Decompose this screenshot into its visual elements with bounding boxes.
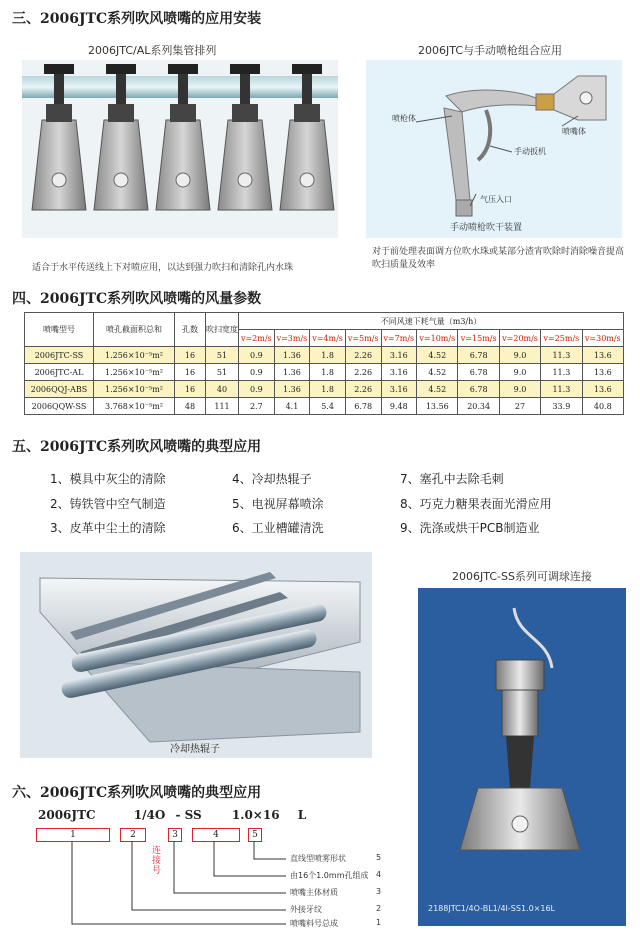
cell-value: 4.1 bbox=[274, 398, 310, 415]
cell-value: 3.16 bbox=[381, 381, 417, 398]
ball-joint-title: 2006JTC-SS系列可调球连接 bbox=[452, 570, 592, 583]
cell-value: 13.6 bbox=[582, 364, 623, 381]
legend-item: 外接牙纹 bbox=[290, 905, 322, 914]
header-group: 不同风速下耗气量（m3/h） bbox=[239, 313, 624, 330]
right-image-caption: 2006JTC与手动喷枪组合应用 bbox=[418, 44, 562, 57]
header-model: 喷嘴型号 bbox=[25, 313, 94, 347]
header-speed: v=2m/s bbox=[239, 330, 275, 347]
header-speed: v=3m/s bbox=[274, 330, 310, 347]
code-box-4: 4 bbox=[192, 828, 240, 842]
cell-holes: 16 bbox=[175, 381, 206, 398]
cell-area: 3.768×10⁻⁵m² bbox=[94, 398, 175, 415]
cell-holes: 16 bbox=[175, 364, 206, 381]
cell-value: 11.3 bbox=[541, 347, 582, 364]
section3-title: 三、2006JTC系列吹风喷嘴的应用安装 bbox=[12, 11, 262, 27]
cell-value: 3.16 bbox=[381, 347, 417, 364]
header-area: 喷孔截面积总和 bbox=[94, 313, 175, 347]
application-item: 4、冷却热辊子 bbox=[232, 472, 312, 486]
cell-value: 9.0 bbox=[499, 347, 540, 364]
cell-value: 1.36 bbox=[274, 381, 310, 398]
cell-value: 1.8 bbox=[310, 364, 346, 381]
header-width: 吹扫宽度 bbox=[206, 313, 239, 347]
code-box-3: 3 bbox=[168, 828, 182, 842]
application-item: 3、皮革中尘土的清除 bbox=[50, 521, 166, 535]
cell-value: 2.7 bbox=[239, 398, 275, 415]
cell-value: 3.16 bbox=[381, 364, 417, 381]
cell-value: 6.78 bbox=[458, 347, 499, 364]
header-speed: v=15m/s bbox=[458, 330, 499, 347]
trigger-label: 手动扳机 bbox=[514, 147, 546, 156]
legend-item: 直线型喷雾形状 bbox=[290, 854, 346, 863]
right-image-description: 对于前处理表面调方位吹水珠或某部分渣宵吹除时消除噪音提高吹扫质量及效率 bbox=[372, 247, 625, 270]
cell-value: 4.52 bbox=[417, 381, 458, 398]
left-image-caption: 2006JTC/AL系列集管排列 bbox=[88, 44, 217, 57]
cell-value: 5.4 bbox=[310, 398, 346, 415]
legend-number: 2 bbox=[376, 904, 382, 913]
legend-item: 喷嘴料号总成 bbox=[290, 919, 338, 928]
legend-number: 4 bbox=[376, 870, 382, 879]
cell-area: 1.256×10⁻⁵m² bbox=[94, 347, 175, 364]
cell-value: 9.0 bbox=[499, 381, 540, 398]
cell-value: 11.3 bbox=[541, 364, 582, 381]
cell-model: 2006QQW-SS bbox=[25, 398, 94, 415]
legend-item: 由16个1.0mm孔组成 bbox=[290, 871, 369, 880]
cell-value: 13.56 bbox=[417, 398, 458, 415]
code-dash: - bbox=[175, 808, 181, 822]
cell-model: 2006JTC-AL bbox=[25, 364, 94, 381]
cell-value: 1.8 bbox=[310, 347, 346, 364]
application-item: 7、塞孔中去除毛刺 bbox=[400, 472, 504, 486]
cell-value: 13.6 bbox=[582, 381, 623, 398]
cell-value: 0.9 bbox=[239, 381, 275, 398]
application-item: 9、洗涤或烘干PCB制造业 bbox=[400, 521, 540, 535]
cell-value: 9.48 bbox=[381, 398, 417, 415]
cell-value: 4.52 bbox=[417, 347, 458, 364]
cell-value: 13.6 bbox=[582, 347, 623, 364]
cell-value: 27 bbox=[499, 398, 540, 415]
air-inlet-label: 气压入口 bbox=[480, 195, 512, 204]
header-speed: v=4m/s bbox=[310, 330, 346, 347]
application-item: 6、工业槽罐清洗 bbox=[232, 521, 324, 535]
code-box-2: 2 bbox=[120, 828, 146, 842]
header-holes: 孔数 bbox=[175, 313, 206, 347]
cell-value: 2.26 bbox=[345, 347, 381, 364]
cell-value: 1.8 bbox=[310, 381, 346, 398]
cell-value: 33.9 bbox=[541, 398, 582, 415]
header-speed: v=25m/s bbox=[541, 330, 582, 347]
cell-value: 1.36 bbox=[274, 347, 310, 364]
application-item: 2、铸铁管中空气制造 bbox=[50, 497, 166, 511]
legend-number: 3 bbox=[376, 887, 382, 896]
legend-number: 5 bbox=[376, 853, 382, 862]
code-box-1: 1 bbox=[36, 828, 110, 842]
device-label: 手动喷枪吹干装置 bbox=[450, 223, 523, 233]
header-speed: v=7m/s bbox=[381, 330, 417, 347]
gun-body-label: 喷枪体 bbox=[392, 114, 416, 123]
code-holes: 1.0×16 bbox=[231, 808, 280, 822]
code-box-5: 5 bbox=[248, 828, 262, 842]
cell-holes: 16 bbox=[175, 347, 206, 364]
code-series: 2006JTC bbox=[38, 808, 96, 822]
section6-title: 六、2006JTC系列吹风喷嘴的典型应用 bbox=[12, 785, 262, 801]
cell-value: 4.52 bbox=[417, 364, 458, 381]
cell-area: 1.256×10⁻⁵m² bbox=[94, 364, 175, 381]
cell-model: 2006JTC-SS bbox=[25, 347, 94, 364]
roller-caption: 冷却热辊子 bbox=[170, 744, 220, 755]
cell-value: 20.34 bbox=[458, 398, 499, 415]
cell-value: 0.9 bbox=[239, 347, 275, 364]
code-material: SS bbox=[184, 808, 202, 822]
cell-holes: 48 bbox=[175, 398, 206, 415]
cell-value: 0.9 bbox=[239, 364, 275, 381]
cell-width: 51 bbox=[206, 364, 239, 381]
cell-width: 51 bbox=[206, 347, 239, 364]
section4-title: 四、2006JTC系列吹风喷嘴的风量参数 bbox=[12, 291, 262, 307]
code-pattern: L bbox=[297, 808, 307, 822]
section5-title: 五、2006JTC系列吹风喷嘴的典型应用 bbox=[12, 439, 262, 455]
cell-value: 2.26 bbox=[345, 364, 381, 381]
nozzle-body-label: 喷嘴体 bbox=[562, 127, 586, 136]
header-speed: v=20m/s bbox=[499, 330, 540, 347]
cell-model: 2006QQJ-ABS bbox=[25, 381, 94, 398]
legend-number: 1 bbox=[376, 918, 382, 927]
cell-width: 40 bbox=[206, 381, 239, 398]
header-speed: v=30m/s bbox=[582, 330, 623, 347]
application-item: 5、电视屏幕喷涂 bbox=[232, 497, 324, 511]
cell-value: 1.36 bbox=[274, 364, 310, 381]
left-image-description: 适合于水平传送线上下对喷应用，以达到强力吹扫和清除孔内水珠 bbox=[32, 263, 294, 273]
cell-value: 9.0 bbox=[499, 364, 540, 381]
code-thread: 1/4O bbox=[133, 808, 166, 822]
cell-value: 40.8 bbox=[582, 398, 623, 415]
header-speed: v=5m/s bbox=[345, 330, 381, 347]
legend-item: 喷嘴主体材质 bbox=[290, 888, 338, 897]
cell-value: 2.26 bbox=[345, 381, 381, 398]
application-item: 8、巧克力糖果表面光滑应用 bbox=[400, 497, 552, 511]
ball-joint-code: 2188JTC1/4O-BL1/4I-SS1.0×16L bbox=[428, 904, 556, 913]
header-speed: v=10m/s bbox=[417, 330, 458, 347]
cell-width: 111 bbox=[206, 398, 239, 415]
cell-value: 11.3 bbox=[541, 381, 582, 398]
cell-value: 6.78 bbox=[458, 381, 499, 398]
connector-label: 连接号 bbox=[152, 846, 162, 876]
cell-area: 1.256×10⁻⁵m² bbox=[94, 381, 175, 398]
cell-value: 6.78 bbox=[345, 398, 381, 415]
cell-value: 6.78 bbox=[458, 364, 499, 381]
application-item: 1、模具中灰尘的清除 bbox=[50, 472, 166, 486]
